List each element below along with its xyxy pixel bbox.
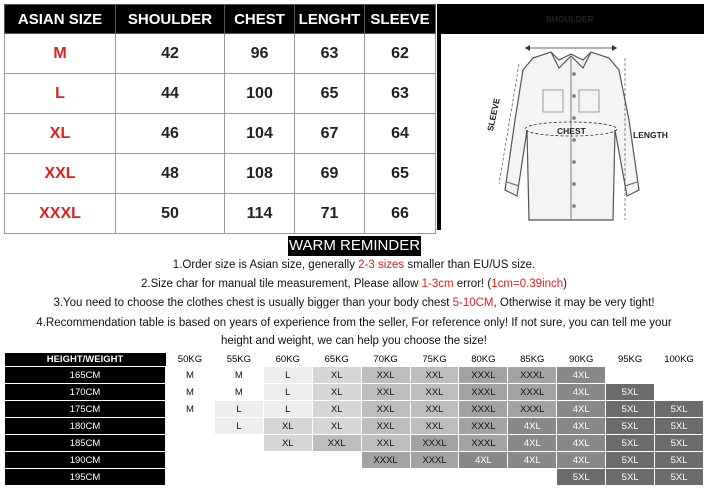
size-recommendation-cell: M [214,384,263,401]
length-value: 67 [295,114,365,154]
weight-header: 75KG [410,353,459,367]
height-weight-header: HEIGHT/WEIGHT [5,353,166,367]
header-sleeve: SLEEVE [365,5,436,34]
size-recommendation-cell: 5XL [655,452,704,469]
size-recommendation-cell: 5XL [655,418,704,435]
reminder-line-3: 3.You need to choose the clothes chest is usually bigger than your body chest 5-10CM, Otherwise it may be very tight! [53,297,655,309]
size-recommendation-cell: 5XL [606,469,655,486]
shoulder-value: 50 [116,194,225,234]
size-recommendation-cell: XXXL [459,418,508,435]
size-row [5,194,436,234]
size-recommendation-cell: XL [312,418,361,435]
shoulder-value: 48 [116,154,225,194]
size-recommendation-cell: XXXL [508,367,557,384]
size-recommendation-cell: L [263,367,312,384]
size-recommendation-cell: XXXL [361,452,410,469]
size-recommendation-cell: XXL [361,435,410,452]
height-weight-rows [5,367,704,486]
sleeve-value: 62 [365,34,436,74]
height-label: 165CM [5,367,166,384]
height-row [5,435,704,452]
sleeve-value: 64 [365,114,436,154]
size-recommendation-cell: XXL [410,384,459,401]
weight-header-row [5,353,704,367]
diagram-panel [441,14,704,230]
size-recommendation-cell: L [214,401,263,418]
size-recommendation-cell: XXXL [459,435,508,452]
size-recommendation-cell: 5XL [606,401,655,418]
size-recommendation-cell [166,469,215,486]
shoulder-value: 46 [116,114,225,154]
size-recommendation-cell: 4XL [508,452,557,469]
size-recommendation-cell: 5XL [655,401,704,418]
weight-header: 50KG [166,353,215,367]
size-recommendation-cell [459,469,508,486]
warm-reminder-title: WARM REMINDER [288,237,421,254]
size-table [4,4,436,234]
size-recommendation-cell [312,469,361,486]
weight-header: 65KG [312,353,361,367]
height-row [5,401,704,418]
size-recommendation-cell: XXL [312,435,361,452]
size-recommendation-cell: 4XL [508,435,557,452]
size-recommendation-cell: 5XL [655,469,704,486]
chest-value: 104 [225,114,295,154]
size-recommendation-cell: 4XL [508,418,557,435]
reminder-line-1: 1.Order size is Asian size, generally 2-3 sizes smaller than EU/US size. [172,259,536,271]
size-recommendation-cell: XXXL [459,367,508,384]
size-recommendation-cell: XXL [410,418,459,435]
length-value: 71 [295,194,365,234]
size-recommendation-cell: XXXL [410,435,459,452]
height-row [5,384,704,401]
size-recommendation-cell: 5XL [606,452,655,469]
size-recommendation-cell [166,418,215,435]
shoulder-value: 44 [116,74,225,114]
size-recommendation-cell: 4XL [557,384,606,401]
size-recommendation-cell: M [166,367,215,384]
size-recommendation-cell: XL [263,418,312,435]
size-recommendation-cell [312,452,361,469]
size-recommendation-cell: XXL [361,367,410,384]
weight-header: 80KG [459,353,508,367]
height-row [5,367,704,384]
size-recommendation-cell: 4XL [557,401,606,418]
reminder-line-4-cont: height and weight, we can help you choose the size! [221,335,487,347]
header-chest: CHEST [225,5,295,34]
size-recommendation-cell: L [263,401,312,418]
size-row [5,114,436,154]
length-value: 69 [295,154,365,194]
size-recommendation-cell: XXXL [410,452,459,469]
size-recommendation-cell: XXXL [508,384,557,401]
size-recommendation-cell: 5XL [655,435,704,452]
size-recommendation-cell [606,367,655,384]
size-recommendation-cell: 5XL [606,384,655,401]
length-value: 65 [295,74,365,114]
size-recommendation-cell [214,435,263,452]
size-recommendation-cell: 5XL [606,435,655,452]
weight-header: 95KG [606,353,655,367]
size-recommendation-cell [655,384,704,401]
size-recommendation-cell [508,469,557,486]
chest-value: 108 [225,154,295,194]
height-label: 195CM [5,469,166,486]
size-table-header [5,5,436,34]
weight-header: 60KG [263,353,312,367]
size-recommendation-cell: 4XL [557,367,606,384]
size-recommendation-cell: XXL [410,401,459,418]
size-recommendation-cell: XL [312,401,361,418]
size-recommendation-cell: XXXL [459,384,508,401]
size-recommendation-cell: XXL [361,384,410,401]
size-recommendation-cell [166,452,215,469]
chest-value: 96 [225,34,295,74]
size-label: XL [5,114,116,154]
height-label: 180CM [5,418,166,435]
length-label: LENGTH [633,130,668,140]
size-row [5,34,436,74]
size-recommendation-cell: M [166,384,215,401]
size-recommendation-cell: M [166,401,215,418]
size-recommendation-cell [263,469,312,486]
size-recommendation-cell: XXXL [508,401,557,418]
size-recommendation-cell [214,469,263,486]
size-recommendation-cell [166,435,215,452]
size-recommendation-cell: XXL [361,418,410,435]
chest-value: 114 [225,194,295,234]
height-row [5,469,704,486]
size-recommendation-cell: 4XL [557,435,606,452]
size-recommendation-cell: 4XL [557,418,606,435]
weight-header: 70KG [361,353,410,367]
size-recommendation-cell: XL [312,367,361,384]
size-recommendation-cell: 4XL [557,452,606,469]
size-label: L [5,74,116,114]
size-recommendation-cell [410,469,459,486]
height-row [5,418,704,435]
size-recommendation-cell: L [263,384,312,401]
height-label: 175CM [5,401,166,418]
size-label: M [5,34,116,74]
chest-value: 100 [225,74,295,114]
sleeve-label: SLEEVE [485,97,502,133]
size-recommendation-cell: XXXL [459,401,508,418]
size-recommendation-cell [214,452,263,469]
size-label: XXL [5,154,116,194]
height-label: 170CM [5,384,166,401]
size-label: XXXL [5,194,116,234]
size-row [5,154,436,194]
sleeve-value: 65 [365,154,436,194]
size-recommendation-cell: XL [312,384,361,401]
sleeve-value: 63 [365,74,436,114]
height-weight-table [4,353,704,486]
weight-header: 85KG [508,353,557,367]
size-recommendation-cell [263,452,312,469]
chest-label: CHEST [557,126,586,136]
size-recommendation-cell: 4XL [459,452,508,469]
height-label: 185CM [5,435,166,452]
size-recommendation-cell: XL [263,435,312,452]
sleeve-value: 66 [365,194,436,234]
size-recommendation-cell: 5XL [606,418,655,435]
weight-header: 90KG [557,353,606,367]
header-shoulder: SHOULDER [116,5,225,34]
size-row [5,74,436,114]
size-recommendation-cell: L [214,418,263,435]
size-recommendation-cell: XXL [410,367,459,384]
weight-header: 55KG [214,353,263,367]
size-recommendation-cell [655,367,704,384]
weight-header: 100KG [655,353,704,367]
size-recommendation-cell [361,469,410,486]
size-recommendation-cell: M [214,367,263,384]
header-length: LENGHT [295,5,365,34]
height-label: 190CM [5,452,166,469]
measurement-diagram [437,4,704,230]
shoulder-label: SHOULDER [546,14,594,24]
shoulder-value: 42 [116,34,225,74]
length-value: 63 [295,34,365,74]
reminder-line-4: 4.Recommendation table is based on years of experience from the seller, For reference only! If not sure, you can tell me your [36,317,672,329]
height-row [5,452,704,469]
reminder-line-2: 2.Size char for manual tile measurement, Please allow 1-3cm error! (1cm=0.39inch) [140,278,568,290]
header-asian-size: ASIAN SIZE [5,5,116,34]
size-recommendation-cell: XXL [361,401,410,418]
size-recommendation-cell: 5XL [557,469,606,486]
